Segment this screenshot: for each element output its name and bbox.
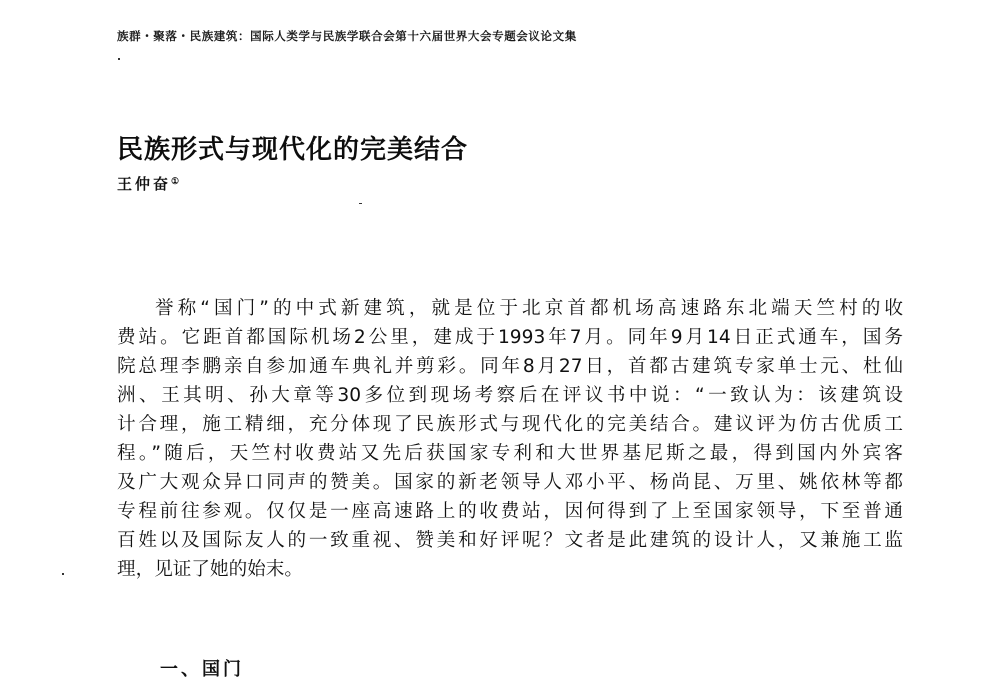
paragraph-line: 洲、王其明、孙大章等30多位到现场考察后在评议书中说：“一致认为：该建筑设 [117, 385, 903, 406]
paragraph-line: 专程前往参观。仅仅是一座高速路上的收费站，因何得到了上至国家领导，下至普通 [117, 501, 903, 522]
paragraph-line: 誉称“国门”的中式新建筑，就是位于北京首都机场高速路东北端天竺村的收 [155, 298, 903, 319]
scan-speck [359, 203, 362, 204]
paragraph-line: 程。”随后，天竺村收费站又先后获国家专利和大世界基尼斯之最，得到国内外宾客 [117, 443, 903, 464]
running-header: 族群・聚落・民族建筑：国际人类学与民族学联合会第十六届世界大会专题会议论文集 [117, 29, 577, 43]
body-paragraph [117, 294, 903, 584]
author-name: 王仲奋 [117, 175, 172, 193]
scan-speck [62, 573, 64, 575]
paragraph-line: 及广大观众异口同声的赞美。国家的新老领导人邓小平、杨尚昆、万里、姚依林等都 [117, 472, 903, 493]
article-title: 民族形式与现代化的完美结合 [117, 135, 469, 165]
paragraph-line: 理，见证了她的始末。 [117, 559, 303, 580]
paragraph-line: 费站。它距首都国际机场2公里，建成于1993年7月。同年9月14日正式通车，国务 [117, 327, 903, 348]
paragraph-line: 百姓以及国际友人的一致重视、赞美和好评呢？文者是此建筑的设计人，又兼施工监 [117, 530, 903, 551]
paragraph-line: 院总理李鹏亲自参加通车典礼并剪彩。同年8月27日，首都古建筑专家单士元、杜仙 [117, 356, 903, 377]
author-footnote-mark[interactable]: ① [171, 177, 180, 187]
author-line [117, 173, 179, 194]
next-section-heading: 一、国门 [160, 659, 244, 680]
scan-speck [118, 58, 120, 60]
paragraph-line: 计合理，施工精细，充分体现了民族形式与现代化的完美结合。建议评为仿古优质工 [117, 414, 903, 435]
